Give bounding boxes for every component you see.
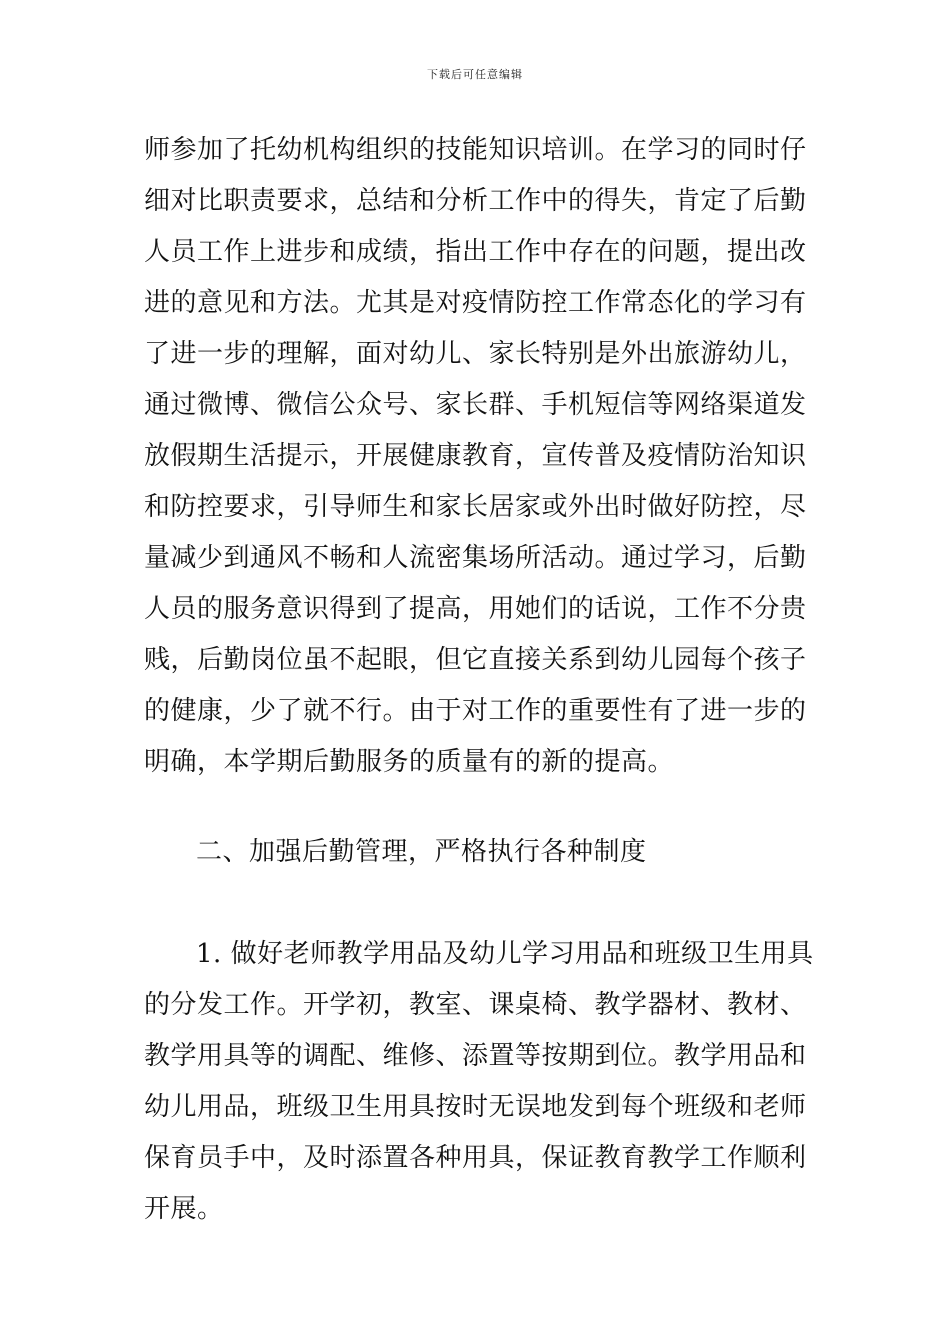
- page-header: 下载后可任意编辑: [427, 68, 523, 81]
- paragraph-1-line-6: 通过微博、微信公众号、家长群、手机短信等网络渠道发: [144, 390, 807, 420]
- paragraph-2-line-5: 保育员手中，及时添置各种用具，保证教育教学工作顺利: [144, 1143, 807, 1173]
- paragraph-1-line-9: 量减少到通风不畅和人流密集场所活动。通过学习，后勤: [144, 543, 807, 573]
- paragraph-1-line-2: 细对比职责要求，总结和分析工作中的得失，肯定了后勤: [144, 186, 807, 216]
- paragraph-2-line-1: 1. 做好老师教学用品及幼儿学习用品和班级卫生用具: [196, 939, 814, 969]
- paragraph-2-line-2: 的分发工作。开学初，教室、课桌椅、教学器材、教材、: [144, 990, 807, 1020]
- paragraph-1-line-5: 了进一步的理解，面对幼儿、家长特别是外出旅游幼儿，: [144, 339, 807, 369]
- paragraph-2-line-3: 教学用具等的调配、维修、添置等按期到位。教学用品和: [144, 1041, 807, 1071]
- paragraph-1-line-11: 贱，后勤岗位虽不起眼，但它直接关系到幼儿园每个孩子: [144, 645, 807, 675]
- paragraph-1-line-8: 和防控要求，引导师生和家长居家或外出时做好防控，尽: [144, 492, 807, 522]
- section-heading: 二、加强后勤管理，严格执行各种制度: [196, 837, 647, 867]
- paragraph-1-line-13: 明确，本学期后勤服务的质量有的新的提高。: [144, 747, 675, 777]
- paragraph-1-line-7: 放假期生活提示，开展健康教育，宣传普及疫情防治知识: [144, 441, 807, 471]
- paragraph-2-line-4: 幼儿用品，班级卫生用具按时无误地发到每个班级和老师: [144, 1092, 807, 1122]
- paragraph-1-line-12: 的健康，少了就不行。由于对工作的重要性有了进一步的: [144, 696, 807, 726]
- paragraph-1-line-1: 师参加了托幼机构组织的技能知识培训。在学习的同时仔: [144, 135, 807, 165]
- paragraph-1-line-10: 人员的服务意识得到了提高，用她们的话说，工作不分贵: [144, 594, 807, 624]
- paragraph-1-line-3: 人员工作上进步和成绩，指出工作中存在的问题，提出改: [144, 237, 807, 267]
- paragraph-2-line-6: 开展。: [144, 1194, 224, 1224]
- paragraph-1-line-4: 进的意见和方法。尤其是对疫情防控工作常态化的学习有: [144, 288, 807, 318]
